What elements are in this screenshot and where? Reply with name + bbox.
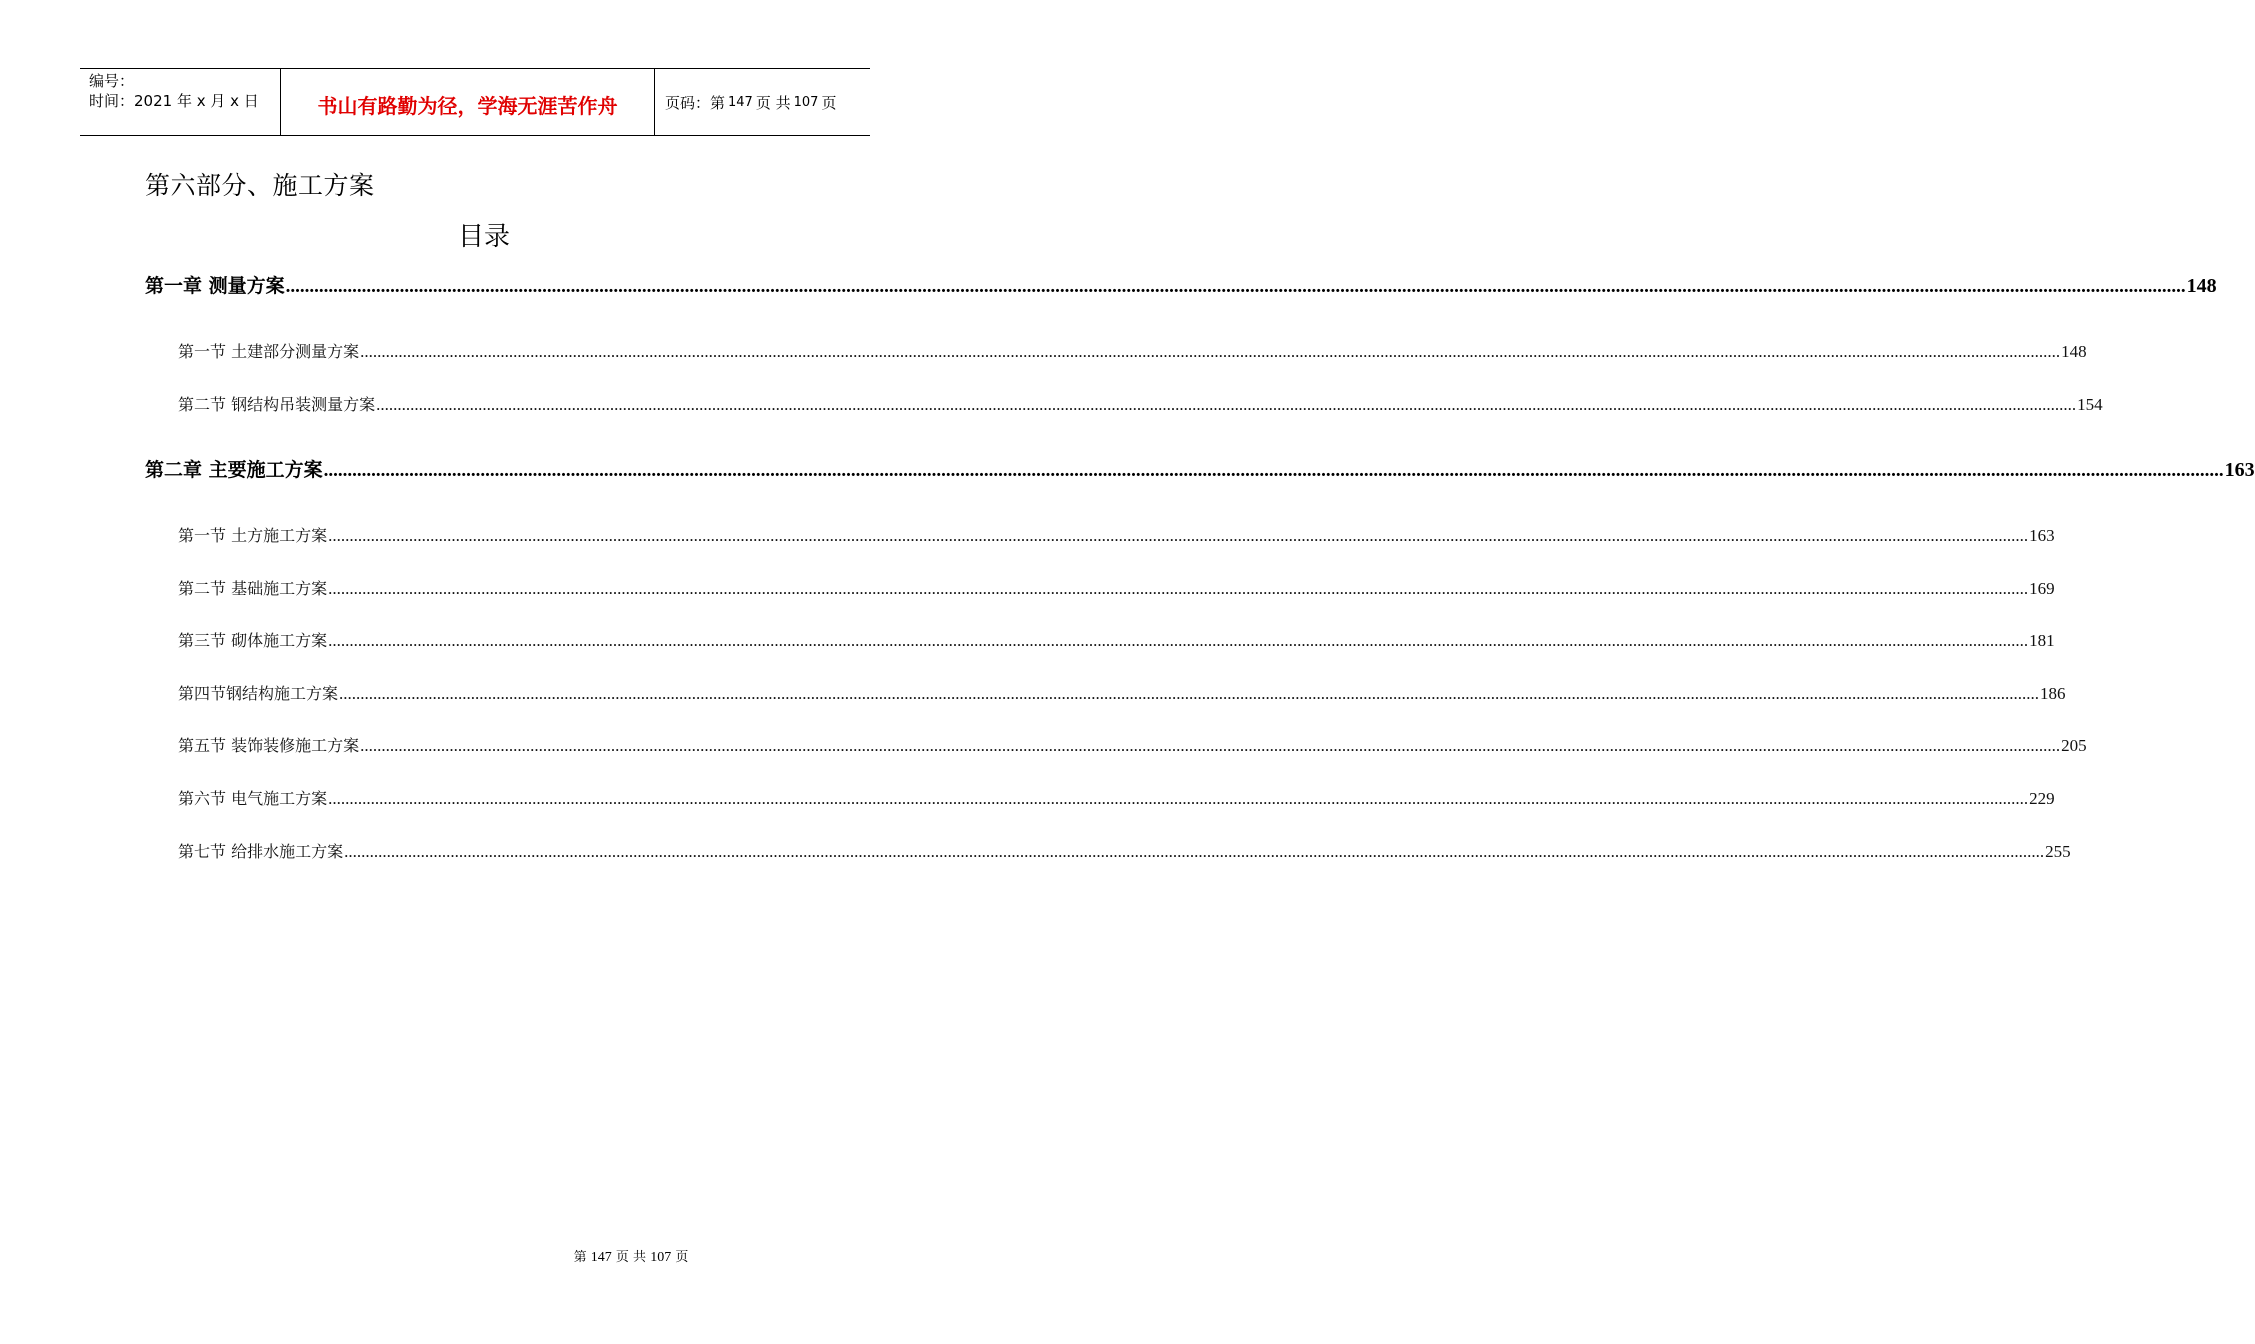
page-footer <box>0 1246 1262 1266</box>
header-date: 2021 年 x 月 x 日 <box>134 92 259 110</box>
toc-leader-dots: ................................................................................................................................................................................................................................................................................................................................................................................................................ <box>328 579 2029 598</box>
toc-entry-section[interactable] <box>178 733 2087 756</box>
toc-entry-page: 181 <box>2029 631 2055 650</box>
header-number-label: 编号： <box>89 72 135 90</box>
toc-entry-chapter[interactable] <box>145 455 2255 482</box>
header-page-mid: 页 共 <box>755 94 791 112</box>
toc-entry-section[interactable] <box>178 392 2103 415</box>
footer-prefix: 第 <box>573 1250 587 1265</box>
toc-entry-page: 169 <box>2029 579 2055 598</box>
toc-entry-label: 第五节 装饰装修施工方案 <box>178 736 360 755</box>
toc-leader-dots: ................................................................................................................................................................................................................................................................................................................................................................................................................ <box>328 631 2029 650</box>
toc-title: 目录 <box>457 222 510 252</box>
header-meta-cell <box>80 69 281 135</box>
toc-entry-page: 186 <box>2040 684 2066 703</box>
toc-entry-page: 255 <box>2045 842 2071 861</box>
toc-entry-section[interactable] <box>178 786 2055 809</box>
page-header <box>80 68 870 136</box>
toc-entry-label: 第七节 给排水施工方案 <box>178 842 344 861</box>
toc-entry-label: 第一节 土建部分测量方案 <box>178 342 360 361</box>
header-page-total: 107 <box>793 95 819 110</box>
toc-entry-label: 第三节 砌体施工方案 <box>178 631 328 650</box>
toc-entry-page: 163 <box>2029 526 2055 545</box>
toc-entry-section[interactable] <box>178 523 2055 546</box>
toc-entry-label: 第二节 基础施工方案 <box>178 579 328 598</box>
toc-entry-label: 第二章 主要施工方案 <box>145 459 323 481</box>
toc-entry-page: 229 <box>2029 789 2055 808</box>
header-page-suffix: 页 <box>821 94 837 112</box>
toc-entry-label: 第一章 测量方案 <box>145 275 285 297</box>
toc-entry-page: 148 <box>2061 342 2087 361</box>
toc-entry-page: 148 <box>2186 275 2217 297</box>
header-motto: 书山有路勤为径，学海无涯苦作舟 <box>317 93 618 118</box>
header-page-current: 147 <box>728 95 753 110</box>
toc-entry-label: 第一节 土方施工方案 <box>178 526 328 545</box>
footer-suffix: 页 <box>675 1250 689 1265</box>
header-time-label: 时间： <box>89 92 135 110</box>
toc-entry-section[interactable] <box>178 839 2071 862</box>
toc-leader-dots: ................................................................................................................................................................................................................................................................................................................................................................................................................ <box>285 276 2186 297</box>
toc-entry-page: 163 <box>2224 459 2255 481</box>
toc-leader-dots: ................................................................................................................................................................................................................................................................................................................................................................................................................ <box>323 460 2224 481</box>
toc-leader-dots: ................................................................................................................................................................................................................................................................................................................................................................................................................ <box>339 684 2040 703</box>
footer-mid: 页 共 <box>615 1250 647 1265</box>
footer-page-current: 147 <box>590 1250 612 1265</box>
header-page-cell <box>655 69 870 135</box>
toc-leader-dots: ................................................................................................................................................................................................................................................................................................................................................................................................................ <box>360 342 2061 361</box>
header-page-label: 页码：第 <box>665 94 726 112</box>
toc-entry-chapter[interactable] <box>145 271 2217 298</box>
toc-entry-page: 205 <box>2061 736 2087 755</box>
toc-entry-label: 第四节钢结构施工方案 <box>178 684 339 703</box>
toc-leader-dots: ................................................................................................................................................................................................................................................................................................................................................................................................................ <box>328 789 2029 808</box>
toc-entry-label: 第六节 电气施工方案 <box>178 789 328 808</box>
toc-entry-section[interactable] <box>178 576 2055 599</box>
footer-page-total: 107 <box>650 1250 672 1265</box>
section-title: 第六部分、施工方案 <box>145 171 375 200</box>
toc-leader-dots: ................................................................................................................................................................................................................................................................................................................................................................................................................ <box>360 736 2061 755</box>
toc-entry-label: 第二节 钢结构吊装测量方案 <box>178 395 376 414</box>
toc-entry-section[interactable] <box>178 681 2066 704</box>
toc-entry-section[interactable] <box>178 339 2087 362</box>
header-motto-cell <box>281 69 655 135</box>
toc-leader-dots: ................................................................................................................................................................................................................................................................................................................................................................................................................ <box>328 526 2029 545</box>
toc-leader-dots: ................................................................................................................................................................................................................................................................................................................................................................................................................ <box>376 395 2077 414</box>
toc-leader-dots: ................................................................................................................................................................................................................................................................................................................................................................................................................ <box>344 842 2045 861</box>
toc-entry-section[interactable] <box>178 628 2055 651</box>
toc-entry-page: 154 <box>2077 395 2103 414</box>
